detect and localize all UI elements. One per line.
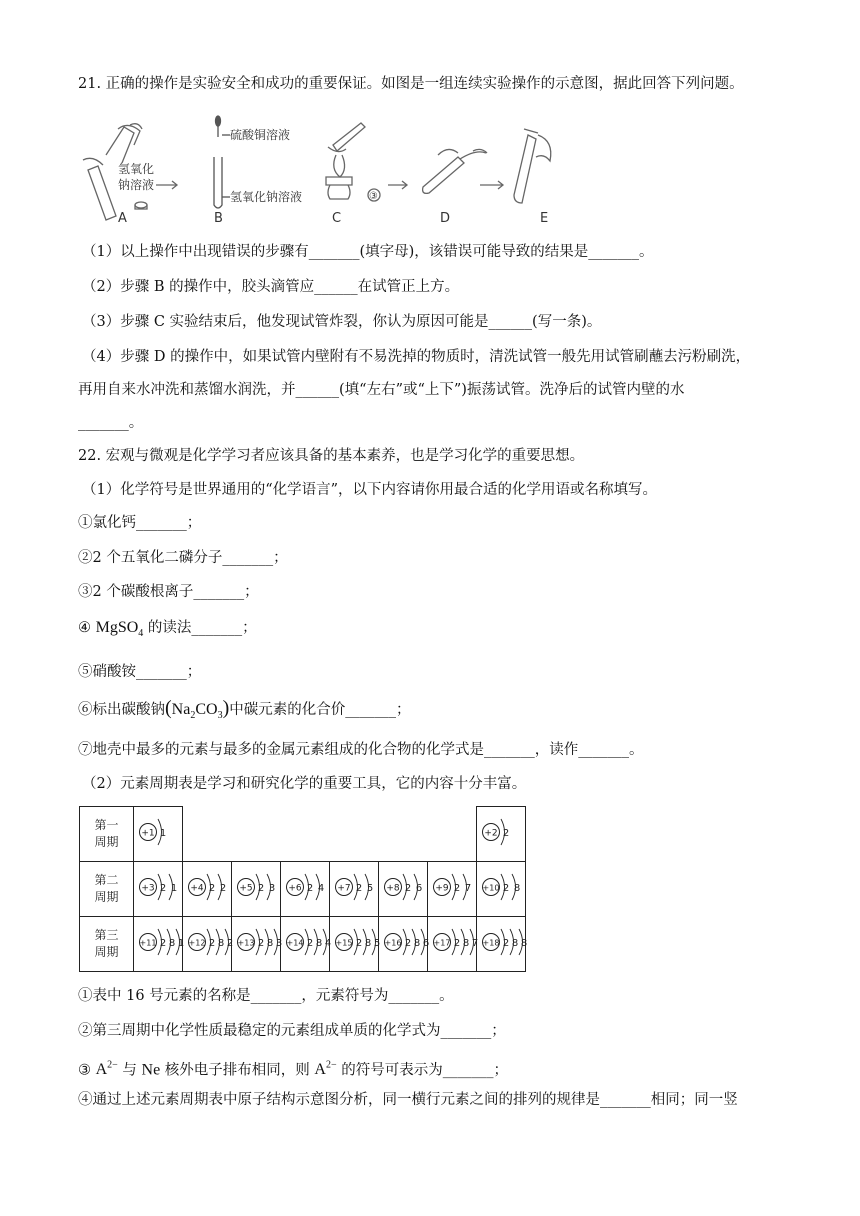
atom-diagram — [379, 917, 430, 967]
electron-count: 2 — [257, 883, 265, 894]
element-ne: Ne — [141, 1061, 161, 1079]
element-cell — [232, 917, 281, 972]
period-2-row — [80, 862, 526, 917]
element-cell — [477, 862, 526, 917]
q21-part3: （3）步骤 C 实验结束后，他发现试管炸裂，你认为原因可能是______(写一条)。 — [82, 314, 602, 330]
electron-count: 2 — [306, 883, 314, 894]
nuclear-charge: +12 — [188, 938, 206, 948]
mark-c: ③ — [369, 191, 378, 202]
electron-count: 8 — [168, 938, 176, 949]
atom-diagram — [183, 862, 231, 912]
q21-part4-line3: _______。 — [78, 415, 144, 431]
electron-count: 5 — [366, 883, 374, 894]
electron-count: 8 — [315, 938, 323, 949]
formula-mgso4-main: MgSO — [95, 619, 139, 636]
ion-a2-charge: 2− — [325, 1060, 337, 1071]
q22-table-q4: ④通过上述元素周期表中原子结构示意图分析，同一横行元素之间的排列的规律是_______相同；同一竖 — [78, 1092, 738, 1108]
step-d-illustration — [423, 149, 487, 193]
step-e-illustration — [514, 129, 551, 203]
q21-experiment-figure — [78, 115, 598, 225]
atom-diagram — [428, 917, 479, 967]
item6-suffix: 中碳元素的化合价_______； — [229, 702, 411, 718]
atom-diagram — [477, 917, 528, 967]
q21-stem: 21. 正确的操作是实验安全和成功的重要保证。如图是一组连续实验操作的示意图，据此回答下列问题。 — [78, 76, 744, 92]
element-cell — [379, 862, 428, 917]
nuclear-charge: +5 — [239, 883, 253, 894]
atom-diagram — [330, 917, 381, 967]
element-cell — [232, 862, 281, 917]
label-b: B — [214, 211, 223, 226]
reagent-a-line2: 钠溶液 — [118, 178, 155, 192]
electron-count: 1 — [177, 938, 185, 949]
q22-item1: ①氯化钙_______； — [78, 515, 202, 531]
element-cell — [183, 917, 232, 972]
formula-mgso4 — [95, 619, 144, 640]
nuclear-charge: +16 — [384, 938, 402, 948]
empty-cell — [183, 807, 477, 862]
electron-count: 2 — [453, 938, 461, 949]
reagent-b-top: 硫酸铜溶液 — [230, 128, 291, 142]
atom-diagram — [281, 862, 329, 912]
electron-count: 3 — [275, 938, 283, 949]
q22-item3: ③2 个碳酸根离子_______； — [78, 584, 259, 600]
t3-mid: 与 — [117, 1062, 142, 1079]
atom-diagram — [183, 917, 234, 967]
atom-diagram — [232, 862, 280, 912]
electron-count: 2 — [404, 883, 412, 894]
step-c-illustration — [326, 123, 380, 201]
q22-item2: ②2 个五氧化二磷分子_______； — [78, 550, 288, 566]
q22-item4 — [78, 618, 257, 644]
q21-part1: （1）以上操作中出现错误的步骤有_______(填字母)，该错误可能导致的结果是_______。 — [82, 244, 654, 260]
element-cell — [330, 862, 379, 917]
electron-count: 2 — [226, 938, 234, 949]
nuclear-charge: +15 — [335, 938, 353, 948]
t3-post2: 的符号可表示为_______； — [336, 1062, 508, 1079]
q21-part2: （2）步骤 B 的操作中，胶头滴管应______在试管正上方。 — [82, 279, 460, 295]
electron-count: 2 — [257, 938, 265, 949]
label-d: D — [440, 211, 451, 226]
nuclear-charge: +14 — [286, 938, 304, 948]
electron-count: 8 — [413, 938, 421, 949]
element-cell — [477, 807, 526, 862]
period-3-label: 第三 周期 — [80, 917, 134, 972]
electron-count: 2 — [404, 938, 412, 949]
formula-co-sub: 3 — [217, 710, 223, 722]
atom-diagram — [477, 862, 525, 912]
element-cell — [281, 917, 330, 972]
ion-a2-symbol: A — [314, 1061, 326, 1079]
electron-count: 2 — [453, 883, 461, 894]
electron-count: 4 — [317, 883, 325, 894]
electron-count: 2 — [219, 883, 227, 894]
nuclear-charge: +11 — [139, 938, 157, 948]
atom-diagram — [477, 807, 525, 857]
electron-count: 6 — [422, 938, 430, 949]
period-1-label: 第一 周期 — [80, 807, 134, 862]
label-e: E — [540, 211, 549, 226]
nuclear-charge: +18 — [482, 938, 500, 948]
period-1-row — [80, 807, 526, 862]
atom-diagram — [281, 917, 332, 967]
electron-count: 1 — [159, 828, 167, 839]
electron-count: 2 — [208, 938, 216, 949]
element-cell — [428, 862, 477, 917]
nuclear-charge: +6 — [288, 883, 302, 894]
element-cell — [134, 807, 183, 862]
arrow-c-d — [388, 181, 407, 189]
electron-count: 6 — [415, 883, 423, 894]
nuclear-charge: +9 — [435, 883, 449, 894]
electron-count: 2 — [208, 883, 216, 894]
electron-count: 8 — [520, 938, 528, 949]
electron-count: 7 — [471, 938, 479, 949]
arrow-d-e — [480, 181, 503, 189]
step-b-illustration — [214, 116, 230, 208]
label-c: C — [332, 211, 342, 226]
nuclear-charge: +13 — [237, 938, 255, 948]
label-a: A — [118, 211, 127, 226]
t3-prefix: ③ — [78, 1062, 96, 1079]
element-cell — [183, 862, 232, 917]
element-cell — [281, 862, 330, 917]
electron-count: 4 — [324, 938, 332, 949]
formula-na-sub: 2 — [190, 710, 196, 722]
formula-mgso4-sub: 4 — [138, 628, 144, 640]
ion-a-charge: 2− — [107, 1060, 118, 1071]
atom-diagram — [134, 862, 182, 912]
ion-a-2 — [314, 1061, 336, 1078]
element-cell — [477, 917, 526, 972]
q22-item6 — [78, 698, 410, 726]
t3-post1: 核外电子排布相同，则 — [160, 1062, 315, 1079]
item4-prefix: ④ — [78, 620, 96, 636]
reagent-b-bottom: 氢氧化钠溶液 — [230, 190, 303, 204]
electron-count: 7 — [464, 883, 472, 894]
nuclear-charge: +2 — [484, 828, 498, 839]
atom-diagram — [428, 862, 476, 912]
q22-table-q1: ①表中 16 号元素的名称是_______，元素符号为_______。 — [78, 988, 454, 1004]
period-2-label: 第二 周期 — [80, 862, 134, 917]
electron-count: 2 — [355, 938, 363, 949]
electron-count: 2 — [159, 883, 167, 894]
electron-count: 8 — [511, 938, 519, 949]
element-cell — [330, 917, 379, 972]
electron-count: 8 — [266, 938, 274, 949]
q22-item5: ⑤硝酸铵_______； — [78, 664, 202, 680]
item4-suffix: 的读法_______； — [143, 620, 257, 636]
atom-diagram — [134, 807, 182, 857]
element-cell — [428, 917, 477, 972]
q22-table-q2: ②第三周期中化学性质最稳定的元素组成单质的化学式为_______； — [78, 1023, 506, 1039]
reagent-a-line1: 氢氧化 — [118, 162, 155, 176]
q22-stem: 22. 宏观与微观是化学学习者应该具备的基本素养，也是学习化学的重要思想。 — [78, 448, 585, 464]
nuclear-charge: +7 — [337, 883, 351, 894]
element-cell — [379, 917, 428, 972]
atom-diagram — [379, 862, 427, 912]
formula-co: CO — [195, 701, 218, 718]
electron-count: 8 — [217, 938, 225, 949]
q22-sub2: （2）元素周期表是学习和研究化学的重要工具，它的内容十分丰富。 — [82, 776, 527, 792]
formula-na2co3: $(Na_2CO_3)$ — [165, 697, 230, 722]
q21-part4-line2: 再用自来水冲洗和蒸馏水润洗，并______(填“左右”或“上下”)振荡试管。洗净后的试管内壁的水 — [78, 382, 685, 398]
nuclear-charge: +10 — [482, 883, 500, 893]
period-3-row — [80, 917, 526, 972]
formula-na: Na — [171, 701, 191, 718]
q22-item7: ⑦地壳中最多的元素与最多的金属元素组成的化合物的化学式是_______，读作_______。 — [78, 742, 644, 758]
electron-count: 2 — [159, 938, 167, 949]
electron-count: 1 — [170, 883, 178, 894]
nuclear-charge: +4 — [190, 883, 204, 894]
nuclear-charge: +17 — [433, 938, 451, 948]
electron-count: 5 — [373, 938, 381, 949]
item6-prefix: ⑥标出碳酸钠 — [78, 702, 165, 718]
atom-diagram — [232, 917, 283, 967]
element-cell — [134, 862, 183, 917]
periodic-table — [79, 806, 526, 972]
nuclear-charge: +1 — [141, 828, 155, 839]
electron-count: 8 — [513, 883, 521, 894]
q22-table-q3 — [78, 1056, 508, 1080]
nuclear-charge: +3 — [141, 883, 155, 894]
nuclear-charge: +8 — [386, 883, 400, 894]
ion-a-1 — [96, 1061, 118, 1078]
electron-count: 2 — [502, 883, 510, 894]
ion-a-symbol: A — [95, 1061, 108, 1079]
electron-count: 2 — [502, 828, 510, 839]
q21-part4-line1: （4）步骤 D 的操作中，如果试管内壁附有不易洗掉的物质时，清洗试管一般先用试管刷蘸去污粉刷洗， — [82, 349, 751, 365]
electron-count: 2 — [502, 938, 510, 949]
atom-diagram — [330, 862, 378, 912]
electron-count: 8 — [462, 938, 470, 949]
electron-count: 2 — [355, 883, 363, 894]
electron-count: 2 — [306, 938, 314, 949]
atom-diagram — [134, 917, 185, 967]
electron-count: 8 — [364, 938, 372, 949]
q22-sub1: （1）化学符号是世界通用的“化学语言”，以下内容请你用最合适的化学用语或名称填写。 — [82, 482, 658, 498]
electron-count: 3 — [268, 883, 276, 894]
element-cell — [134, 917, 183, 972]
